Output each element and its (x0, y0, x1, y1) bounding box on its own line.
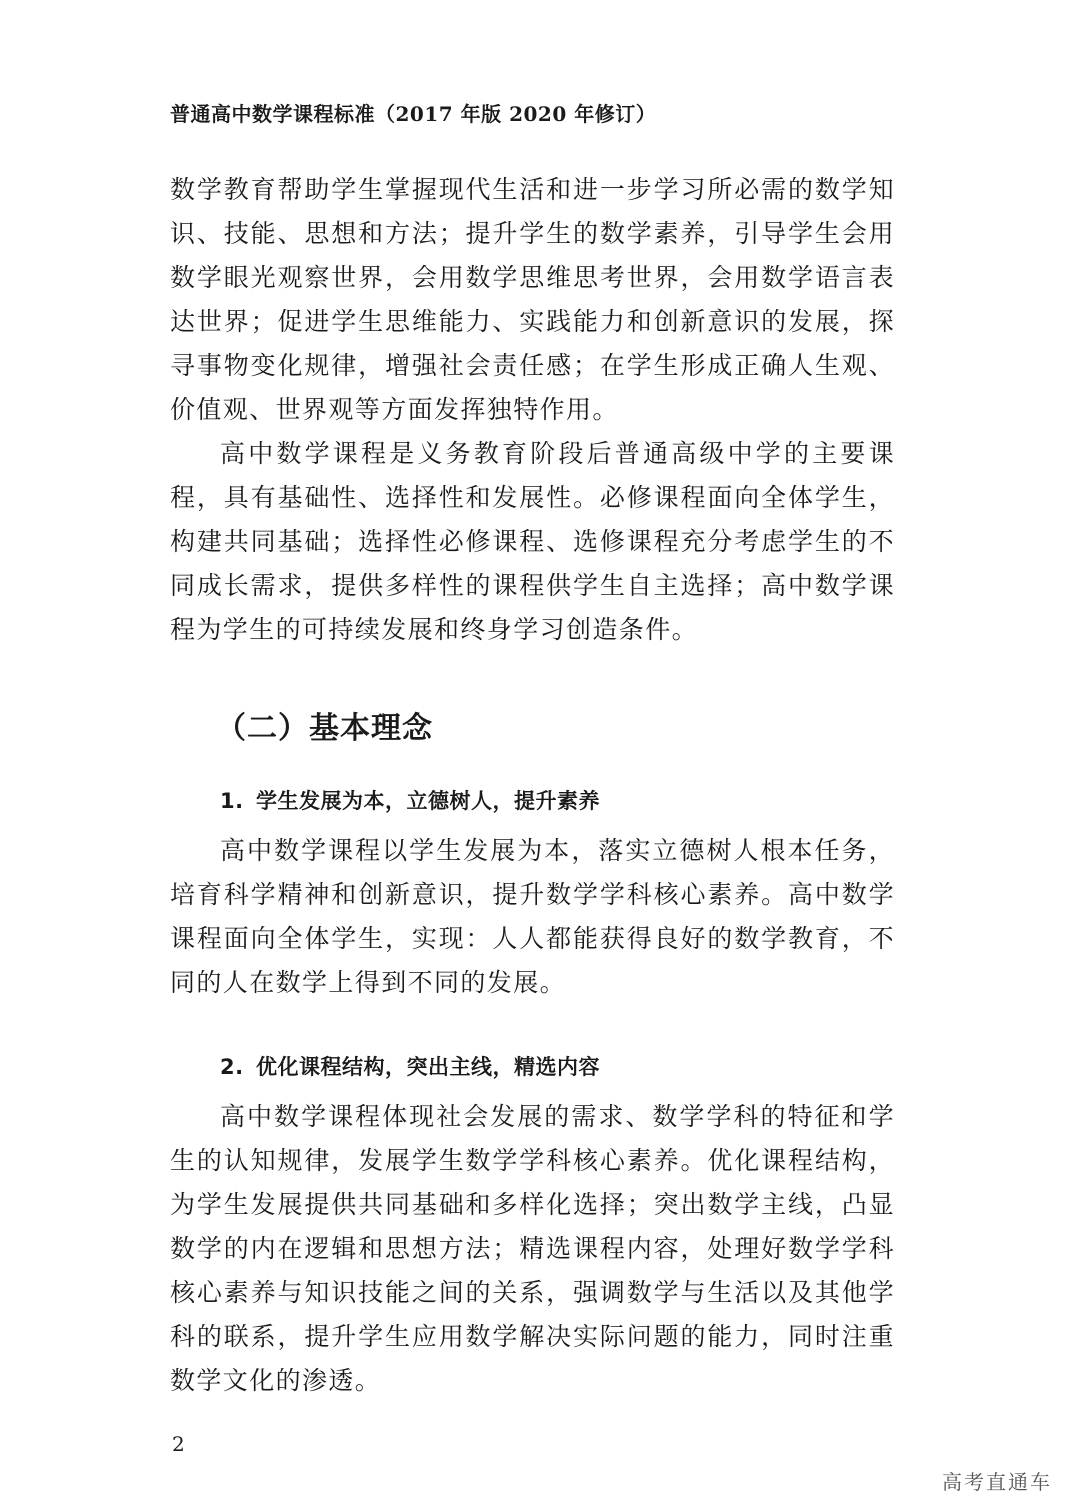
document-body (170, 168, 895, 1403)
subheading-2-title: 优化课程结构，突出主线，精选内容 (256, 1055, 600, 1079)
intro-paragraph-1: 数学教育帮助学生掌握现代生活和进一步学习所必需的数学知识、技能、思想和方法；提升学生的数学素养，引导学生会用数学眼光观察世界，会用数学思维思考世界，会用数学语言表达世界；促进学生思维能力、实践能力和创新意识的发展，探寻事物变化规律，增强社会责任感；在学生形成正确人生观、价值观、世界观等方面发挥独特作用。 (170, 175, 895, 424)
watermark-text: 高考直通车 (942, 1470, 1052, 1494)
subsection-1-paragraph: 高中数学课程以学生发展为本，落实立德树人根本任务，培育科学精神和创新意识，提升数学学科核心素养。高中数学课程面向全体学生，实现：人人都能获得良好的数学教育，不同的人在数学上得到不同的发展。 (170, 836, 895, 997)
subheading-2 (220, 1045, 895, 1089)
section-heading: （二）基本理念 (216, 711, 433, 746)
page-number: 2 (172, 1432, 185, 1456)
intro-paragraph-2: 高中数学课程是义务教育阶段后普通高级中学的主要课程，具有基础性、选择性和发展性。必修课程面向全体学生，构建共同基础；选择性必修课程、选修课程充分考虑学生的不同成长需求，提供多样性的课程供学生自主选择；高中数学课程为学生的可持续发展和终身学习创造条件。 (170, 439, 895, 644)
subheading-1-title: 学生发展为本，立德树人，提升素养 (256, 789, 600, 813)
subsection-2-paragraph: 高中数学课程体现社会发展的需求、数学学科的特征和学生的认知规律，发展学生数学学科核心素养。优化课程结构，为学生发展提供共同基础和多样化选择；突出数学主线，凸显数学的内在逻辑和思想方法；精选课程内容，处理好数学学科核心素养与知识技能之间的关系，强调数学与生活以及其他学科的联系，提升学生应用数学解决实际问题的能力，同时注重数学文化的渗透。 (170, 1102, 895, 1395)
running-header: 普通高中数学课程标准（2017 年版 2020 年修订） (170, 102, 657, 126)
subheading-1 (220, 779, 895, 823)
subheading-2-number: 2. (220, 1055, 244, 1079)
subheading-1-number: 1. (220, 789, 244, 813)
